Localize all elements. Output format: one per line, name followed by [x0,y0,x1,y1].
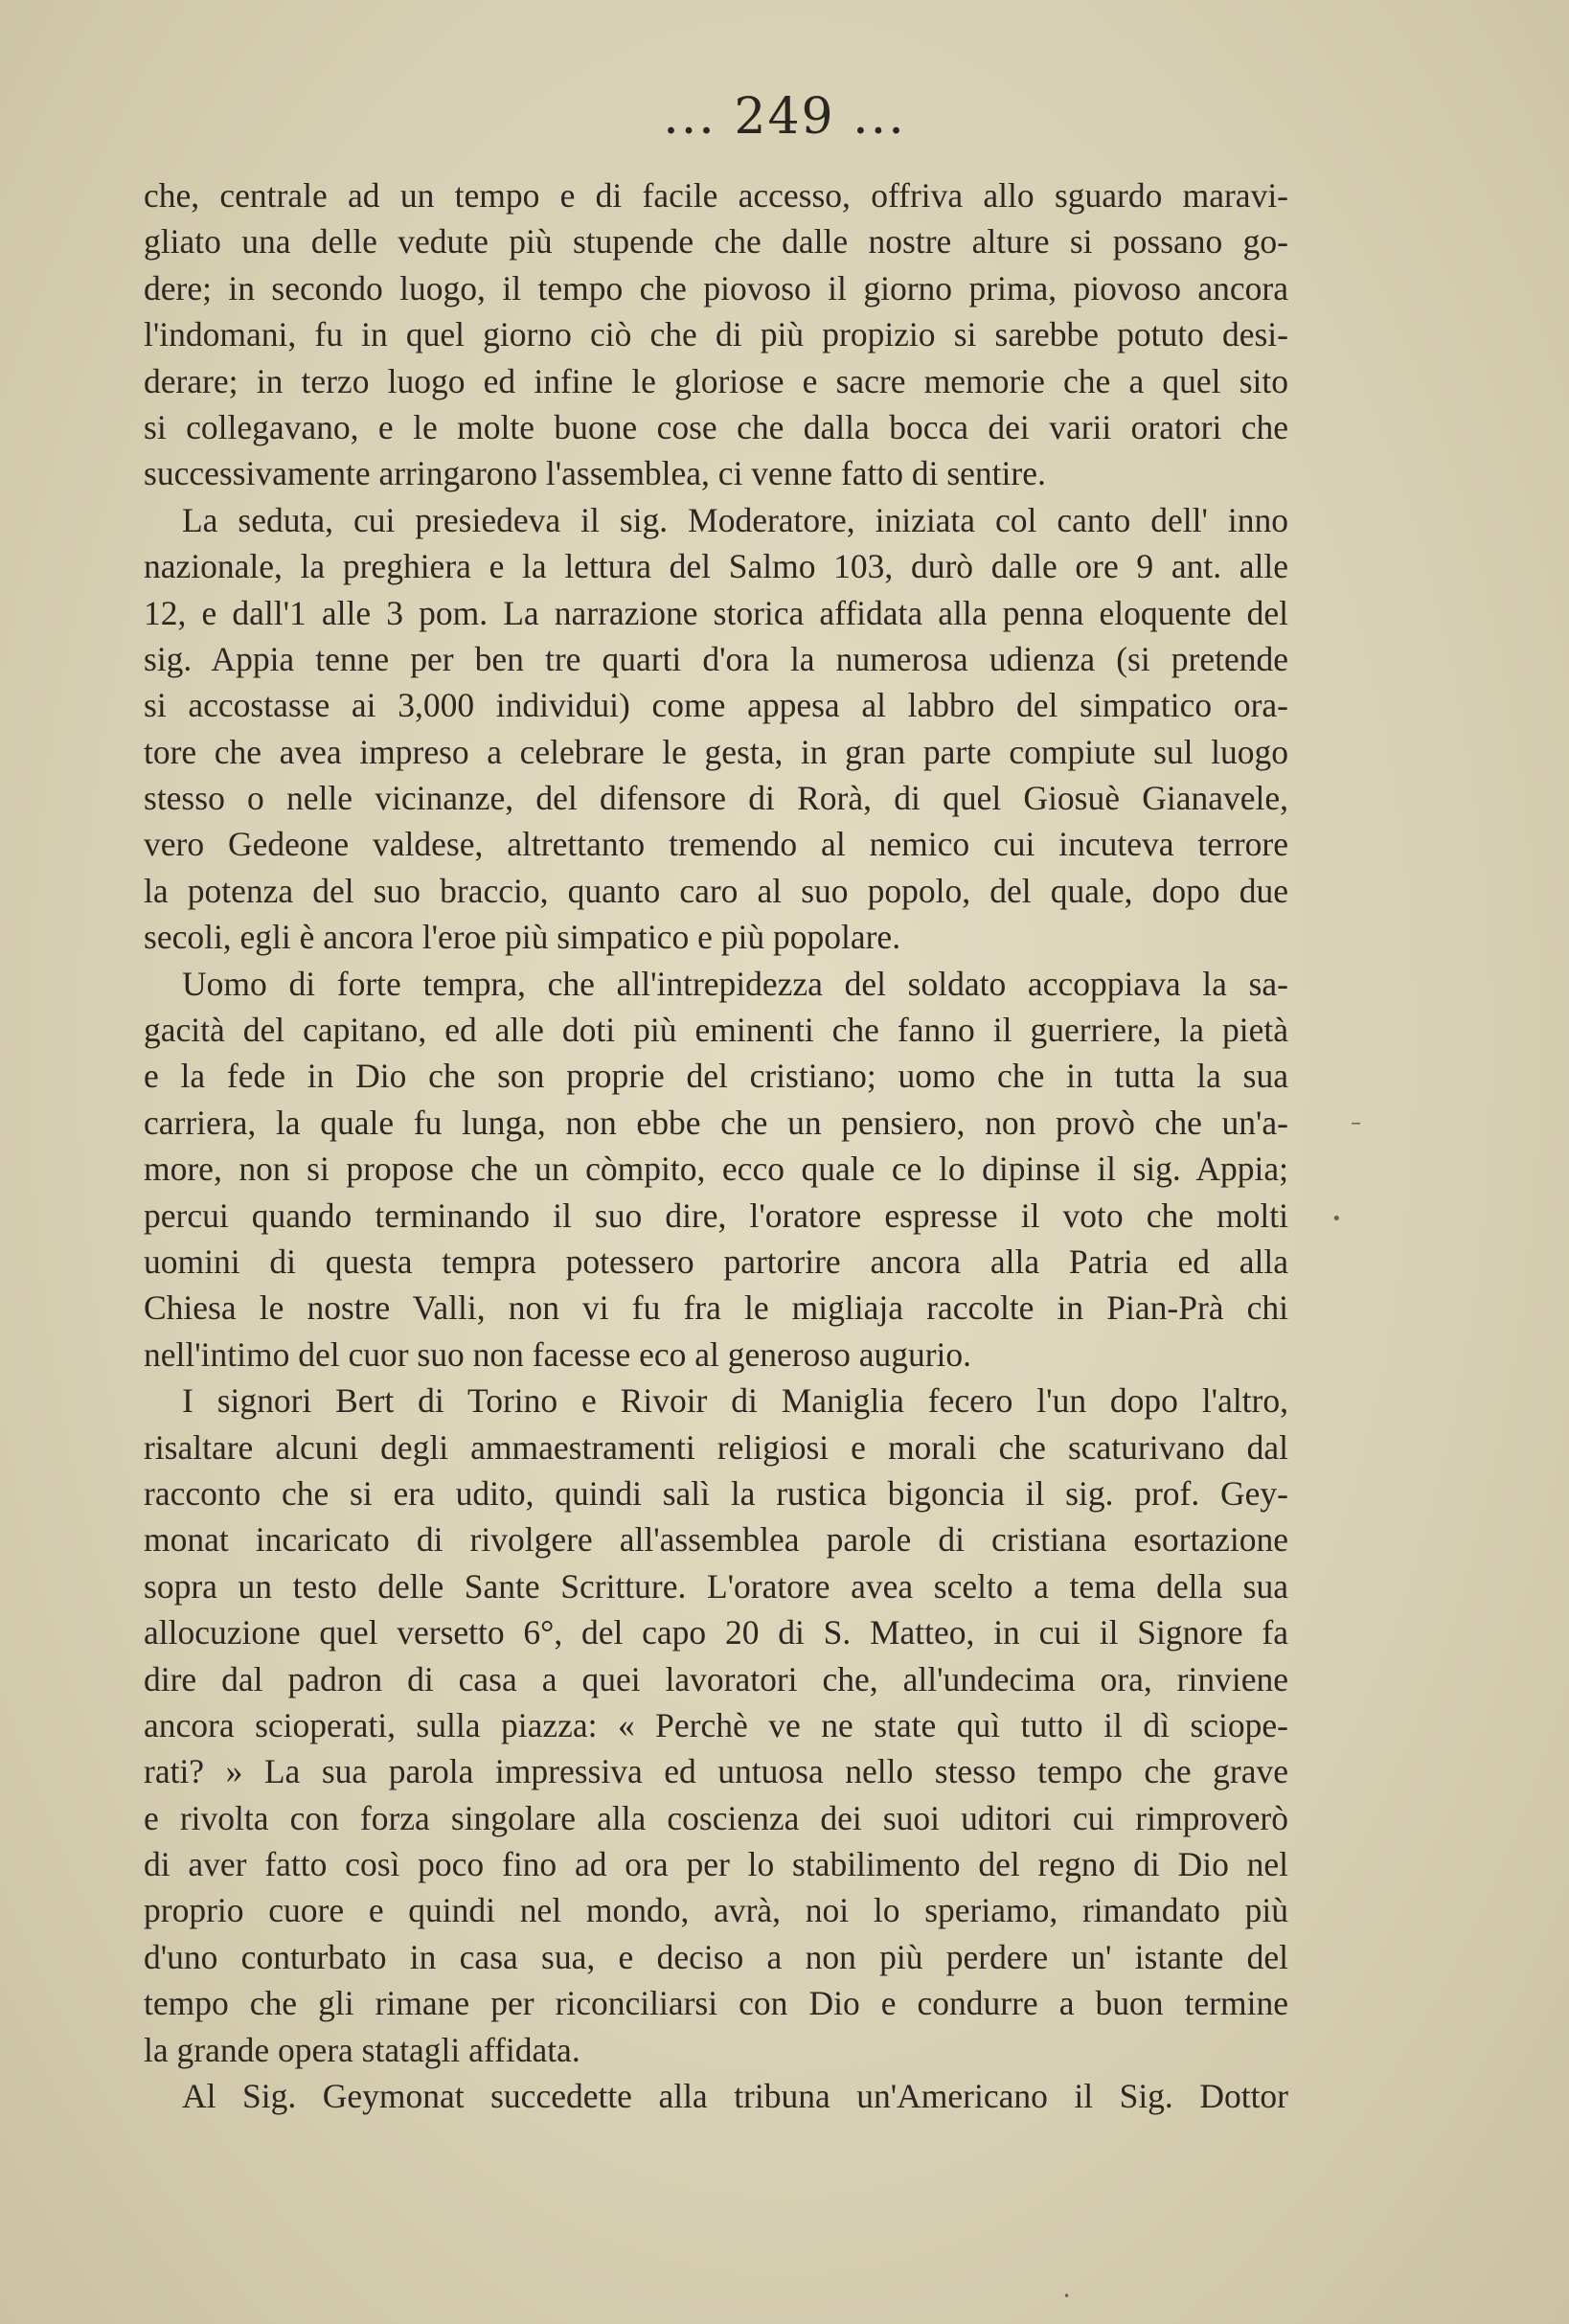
text-line: stesso o nelle vicinanze, del difensore di Rorà, di quel Giosuè Gianavele, [144,779,1288,818]
text-line: nell'intimo del cuor suo non facesse eco al generoso augurio. [144,1334,972,1374]
text-line: allocuzione quel versetto 6°, del capo 20 di S. Matteo, in cui il Signore fa [144,1613,1288,1652]
text-line: gacità del capitano, ed alle doti più eminenti che fanno il guerriere, la pietà [144,1011,1288,1050]
text-line: vero Gedeone valdese, altrettanto tremendo al nemico cui incuteva terrore [144,825,1288,864]
text-line: percui quando terminando il suo dire, l'oratore espresse il voto che molti [144,1196,1288,1235]
margin-speck: • [1063,2290,1071,2303]
text-line: 12, e dall'1 alle 3 pom. La narrazione storica affidata alla penna eloquente del [144,593,1288,632]
text-line: d'uno conturbato in casa sua, e deciso a non più perdere un' istante del [144,1937,1288,1976]
text-line: dire dal padron di casa a quei lavoratori che, all'undecima ora, rinviene [144,1659,1288,1698]
text-line: carriera, la quale fu lunga, non ebbe che un pensiero, non provò che un'a- [144,1103,1288,1142]
text-line: rati? » La sua parola impressiva ed untuosa nello stesso tempo che grave [144,1752,1288,1791]
text-line: l'indomani, fu in quel giorno ciò che di più propizio si sarebbe potuto desi- [144,315,1288,354]
text-line: more, non si propose che un còmpito, ecco quale ce lo dipinse il sig. Appia; [144,1150,1288,1189]
text-line: racconto che si era udito, quindi salì la rustica bigoncia il sig. prof. Gey- [144,1473,1288,1513]
text-line: nazionale, la preghiera e la lettura del Salmo 103, durò dalle ore 9 ant. alle [144,547,1288,586]
text-line: dere; in secondo luogo, il tempo che piovoso il giorno prima, piovoso ancora [144,268,1288,308]
text-line: risaltare alcuni degli ammaestramenti religiosi e morali che scaturivano dal [144,1427,1288,1467]
text-line: secoli, egli è ancora l'eroe più simpatico e più popolare. [144,918,901,957]
text-line: si accostasse ai 3,000 individui) come appesa al labbro del simpatico ora- [144,686,1288,725]
text-line: Al Sig. Geymonat succedette alla tribuna un'Americano il Sig. Dottor [182,2077,1288,2116]
text-line: ancora scioperati, sulla piazza: « Perchè ve ne state quì tutto il dì sciope- [144,1705,1288,1744]
text-line: sig. Appia tenne per ben tre quarti d'ora la numerosa udienza (si pretende [144,639,1288,678]
text-line: la potenza del suo braccio, quanto caro al suo popolo, del quale, dopo due [144,871,1288,910]
text-line: e rivolta con forza singolare alla coscienza dei suoi uditori cui rimproverò [144,1798,1288,1837]
text-line: La seduta, cui presiedeva il sig. Moderatore, iniziata col canto dell' inno [182,500,1288,539]
margin-speck: – [1351,1111,1361,1135]
text-line: gliato una delle vedute più stupende che dalle nostre alture si possano go- [144,222,1288,262]
page-number-header: ... 249 ... [663,88,906,146]
text-line: derare; in terzo luogo ed infine le gloriose e sacre memorie che a quel sito [144,361,1288,400]
text-line: tempo che gli rimane per riconciliarsi con Dio e condurre a buon termine [144,1984,1288,2023]
text-line: proprio cuore e quindi nel mondo, avrà, noi lo speriamo, rimandato più [144,1891,1288,1930]
text-line: monat incaricato di rivolgere all'assemblea parole di cristiana esortazione [144,1520,1288,1560]
text-line: uomini di questa tempra potessero partorire ancora alla Patria ed alla [144,1242,1288,1281]
text-line: I signori Bert di Torino e Rivoir di Maniglia fecero l'un dopo l'altro, [182,1381,1288,1421]
text-line: di aver fatto così poco fino ad ora per lo stabilimento del regno di Dio nel [144,1845,1288,1884]
text-line: Chiesa le nostre Valli, non vi fu fra le migliaja raccolte in Pian-Prà chi [144,1288,1288,1328]
text-line: che, centrale ad un tempo e di facile accesso, offriva allo sguardo maravi- [144,176,1288,215]
text-line: tore che avea impreso a celebrare le gesta, in gran parte compiute sul luogo [144,732,1288,771]
text-line: successivamente arringarono l'assemblea, ci venne fatto di sentire. [144,454,1046,493]
page-body-text [144,172,1288,2119]
text-line: la grande opera statagli affidata. [144,2030,580,2069]
text-line: si collegavano, e le molte buone cose che dalla bocca dei varii oratori che [144,407,1288,446]
text-line: Uomo di forte tempra, che all'intrepidezza del soldato accoppiava la sa- [182,964,1288,1003]
margin-speck: • [1331,1209,1342,1229]
text-line: e la fede in Dio che son proprie del cristiano; uomo che in tutta la sua [144,1057,1288,1096]
text-line: sopra un testo delle Sante Scritture. L'oratore avea scelto a tema della sua [144,1566,1288,1606]
